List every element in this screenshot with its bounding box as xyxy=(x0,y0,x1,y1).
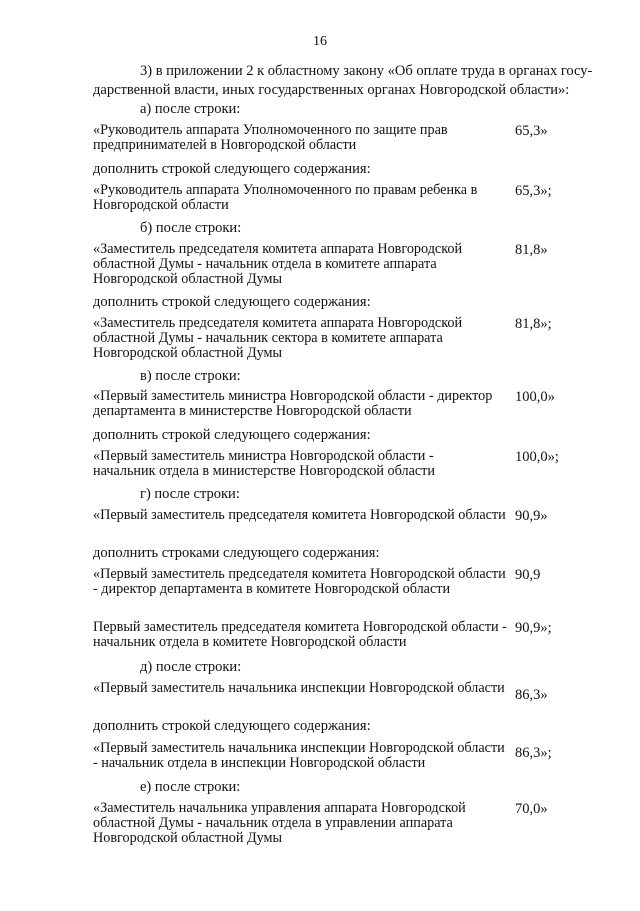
marker-v: в) после строки: xyxy=(140,368,241,384)
entry-text: «Первый заместитель начальника инспекции Новгородской области - начальник отдела в инспекции Новгородской области xyxy=(93,740,505,771)
entry-text: «Заместитель председателя комитета аппарата Новгородской областной Думы - начальник отдела в комитете аппарата Новгородской областной Думы xyxy=(93,241,463,287)
entry-text: «Первый заместитель председателя комитета Новгородской области xyxy=(93,507,506,523)
entry-value: 90,9» xyxy=(515,508,548,524)
entry-text: Первый заместитель председателя комитета Новгородской области - начальник отдела в комитете Новгородской области xyxy=(93,619,507,650)
page-number: 16 xyxy=(313,34,327,49)
intro-paragraph xyxy=(93,62,601,100)
add-line-note: дополнить строкой следующего содержания: xyxy=(93,294,371,310)
add-lines-note: дополнить строками следующего содержания: xyxy=(93,545,380,561)
entry-value: 86,3»; xyxy=(515,745,552,761)
add-line-note: дополнить строкой следующего содержания: xyxy=(93,427,371,443)
entry-text: «Первый заместитель министра Новгородской области - директор департамента в министерстве Новгородской области xyxy=(93,388,493,419)
entry-value: 81,8» xyxy=(515,242,548,258)
entry-value: 90,9»; xyxy=(515,620,552,636)
entry-value: 90,9 xyxy=(515,567,541,583)
entry-text: «Руководитель аппарата Уполномоченного по правам ребенка в Новгородской области xyxy=(93,182,478,213)
entry-text: «Заместитель председателя комитета аппарата Новгородской областной Думы - начальник сектора в комитете аппарата Новгородской областной Думы xyxy=(93,315,463,361)
entry-value: 86,3» xyxy=(515,687,548,703)
entry-value: 65,3»; xyxy=(515,183,552,199)
add-line-note: дополнить строкой следующего содержания: xyxy=(93,161,371,177)
intro-line-1: 3) в приложении 2 к областному закону «Об оплате труда в органах госу- xyxy=(140,63,593,79)
entry-value: 70,0» xyxy=(515,801,548,817)
entry-value: 100,0» xyxy=(515,389,555,405)
marker-g: г) после строки: xyxy=(140,486,240,502)
entry-value: 100,0»; xyxy=(515,449,559,465)
marker-d: д) после строки: xyxy=(140,659,242,675)
add-line-note: дополнить строкой следующего содержания: xyxy=(93,718,371,734)
entry-text: «Первый заместитель министра Новгородской области - начальник отдела в министерстве Новгородской области xyxy=(93,448,435,479)
entry-value: 65,3» xyxy=(515,123,548,139)
marker-e: е) после строки: xyxy=(140,779,241,795)
entry-text: «Первый заместитель председателя комитета Новгородской области - директор департамента в комитете Новгородской области xyxy=(93,566,506,597)
marker-a: а) после строки: xyxy=(140,101,241,117)
entry-value: 81,8»; xyxy=(515,316,552,332)
marker-b: б) после строки: xyxy=(140,220,242,236)
entry-text: «Заместитель начальника управления аппарата Новгородской областной Думы - начальник отдела в управлении аппарата Новгородской областной Думы xyxy=(93,800,466,846)
entry-text: «Руководитель аппарата Уполномоченного по защите прав предпринимателей в Новгородской области xyxy=(93,122,448,153)
intro-line-2: дарственной власти, иных государственных органах Новгородской области»: xyxy=(93,82,570,98)
entry-text: «Первый заместитель начальника инспекции Новгородской области xyxy=(93,680,505,696)
